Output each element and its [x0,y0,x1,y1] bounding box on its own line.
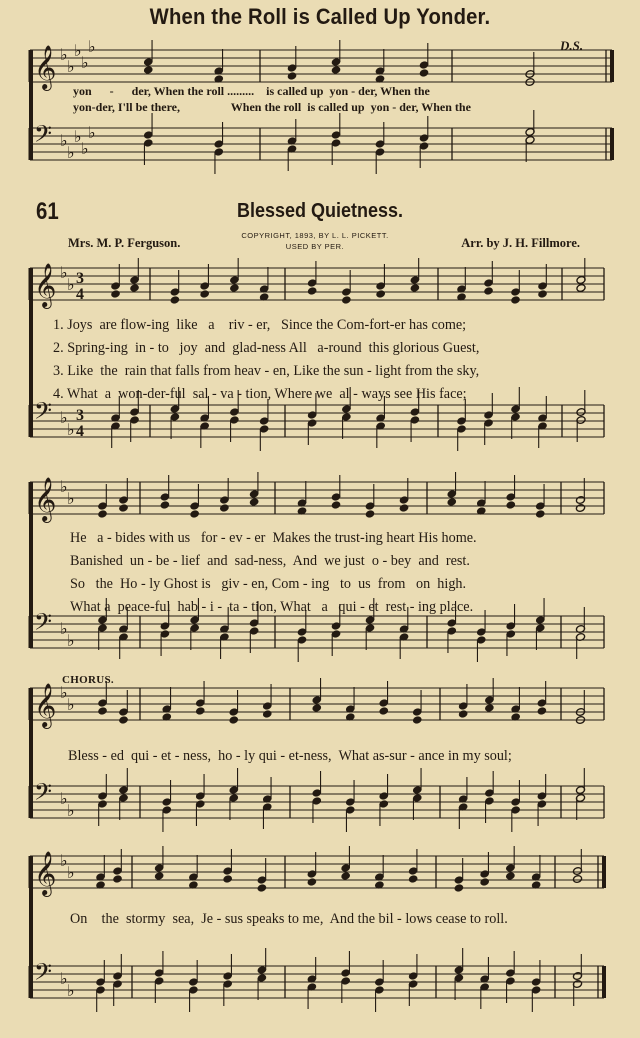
verse-3-line-b: So the Ho - ly Ghost is giv - en, Com - ing to us from on high. [70,576,467,592]
note-head [376,290,386,299]
note-head [331,501,341,510]
note-head [112,875,122,884]
verse-1-line-b: He a - bides with us for - ev - er Makes the trust-ing heart His home. [70,530,477,546]
treble-clef-icon: 𝄞 [34,477,57,521]
hymn-author: Mrs. M. P. Ferguson. [68,236,181,250]
hymn-number: 61 [36,198,59,225]
bass-clef-icon: 𝄢 [34,608,53,641]
note-head [458,710,468,719]
flat-icon: ♭ [67,695,75,714]
note-head [408,875,418,884]
note-head [154,872,164,881]
prev-lyric-line-2: yon-der, I'll be there, When the roll is called up yon - der, When the [73,100,471,114]
chorus-line-1: Bless - ed qui - et - ness, ho - ly qui - et-ness, What as-sur - ance in my soul; [68,748,512,764]
note-head [262,710,272,719]
note-head [118,504,128,513]
note-head [312,704,322,713]
system-bracket [29,688,33,818]
staff-c-bass-1 [0,771,640,841]
copyright-notice [210,230,420,252]
note-head [307,287,317,296]
flat-icon: ♭ [74,127,82,146]
flat-icon: ♭ [60,477,68,496]
note-head [537,290,547,299]
copyright-line-1: COPYRIGHT, 1893, BY L. L. PICKETT. [241,231,389,240]
note-head [576,284,586,293]
flat-icon: ♭ [67,143,75,162]
staff-c-bass-2 [0,951,640,1021]
flat-icon: ♭ [81,139,89,158]
system-bracket [29,856,33,998]
flat-icon: ♭ [60,263,68,282]
note-head [110,290,120,299]
flat-icon: ♭ [60,619,68,638]
bass-clef-icon: 𝄢 [34,120,53,153]
svg-text:4: 4 [76,286,84,303]
copyright-line-2: USED BY PER. [285,242,345,251]
note-head [484,704,494,713]
prev-lyric-line-1: yon - der, When the roll ......... is called up yon - der, When the [73,84,430,98]
note-head [195,707,205,716]
verse-4-line-b: What a peace-ful hab - i - ta - tion, What a qui - et rest - ing place. [70,599,474,615]
flat-icon: ♭ [60,408,68,427]
treble-clef-icon: 𝄞 [34,263,57,307]
note-head [97,707,107,716]
note-head [229,284,239,293]
note-head [249,498,259,507]
note-head [480,878,490,887]
note-head [510,296,520,305]
note-head [575,504,585,513]
system-bracket [29,50,33,160]
treble-clef-icon: 𝄞 [34,683,57,727]
flat-icon: ♭ [88,123,96,142]
note-head [257,884,267,893]
note-head [97,510,107,519]
flat-icon: ♭ [81,53,89,72]
flat-icon: ♭ [67,631,75,650]
note-head [412,716,422,725]
note-head [190,510,200,519]
flat-icon: ♭ [67,420,75,439]
flat-icon: ♭ [67,981,75,1000]
chorus-line-2: On the stormy sea, Je - sus speaks to me, And the bil - lows cease to roll. [70,911,508,927]
flat-icon: ♭ [88,37,96,56]
flat-icon: ♭ [60,45,68,64]
note-head [454,884,464,893]
flat-icon: ♭ [67,801,75,820]
flat-icon: ♭ [60,851,68,870]
note-head [331,66,341,75]
note-head [399,504,409,513]
staff-v-treble-2 [0,467,640,537]
note-head [341,296,351,305]
note-head [505,872,515,881]
staff-c-treble-2 [0,841,640,911]
note-head [160,501,170,510]
note-head [219,504,229,513]
svg-text:4: 4 [76,423,84,440]
flat-icon: ♭ [60,131,68,150]
treble-clef-icon: 𝄞 [34,851,57,895]
verse-2-line-b: Banished un - be - lief and sad-ness, And we just o - bey and rest. [70,553,470,569]
note-head [419,69,429,78]
staff-v-treble-1 [0,253,640,323]
ds-marking: D.S. [560,38,584,53]
flat-icon: ♭ [74,41,82,60]
note-head [287,72,297,81]
flat-icon: ♭ [67,489,75,508]
verse-2-line-a: 2. Spring-ing in - to joy and glad-ness All a-round this glorious Guest, [53,340,480,356]
flat-icon: ♭ [60,789,68,808]
previous-hymn-title: When the Roll is Called Up Yonder. [149,4,491,29]
note-head [572,875,582,884]
note-head [535,510,545,519]
note-head [447,498,457,507]
note-head [410,284,420,293]
note-head [506,501,516,510]
note-head [170,296,180,305]
flat-icon: ♭ [67,863,75,882]
flat-icon: ♭ [67,275,75,294]
note-head [229,716,239,725]
treble-clef-icon: 𝄞 [34,45,57,89]
hymn-arranger: Arr. by J. H. Fillmore. [461,236,580,250]
time-signature: 3 [76,407,84,424]
chorus-label: CHORUS. [62,674,114,686]
note-head [129,284,139,293]
note-head [483,287,493,296]
verse-1-line-a: 1. Joys are flow-ing like a riv - er, Since the Com-fort-er has come; [53,317,467,333]
bass-clef-icon: 𝄢 [34,778,53,811]
hymn-title: Blessed Quietness. [236,200,404,222]
bass-clef-icon: 𝄢 [34,958,53,991]
flat-icon: ♭ [60,683,68,702]
note-head [379,707,389,716]
note-head [537,707,547,716]
bass-clef-icon: 𝄢 [34,397,53,430]
flat-icon: ♭ [60,969,68,988]
note-head [365,510,375,519]
verse-3-line-a: 3. Like the rain that falls from heav - en, Like the sun - light from the sky, [53,363,480,379]
note-head [307,878,317,887]
verse-4-line-a: 4. What a won-der-ful sal - va - tion, Where we al - ways see His face; [53,386,467,402]
system-bracket [29,268,33,437]
note-head [118,716,128,725]
note-head [143,66,153,75]
note-head [200,290,210,299]
note-head [341,872,351,881]
flat-icon: ♭ [67,57,75,76]
staff-prev-bass [0,113,640,183]
time-signature: 3 [76,270,84,287]
note-head [223,875,233,884]
system-bracket [29,482,33,648]
